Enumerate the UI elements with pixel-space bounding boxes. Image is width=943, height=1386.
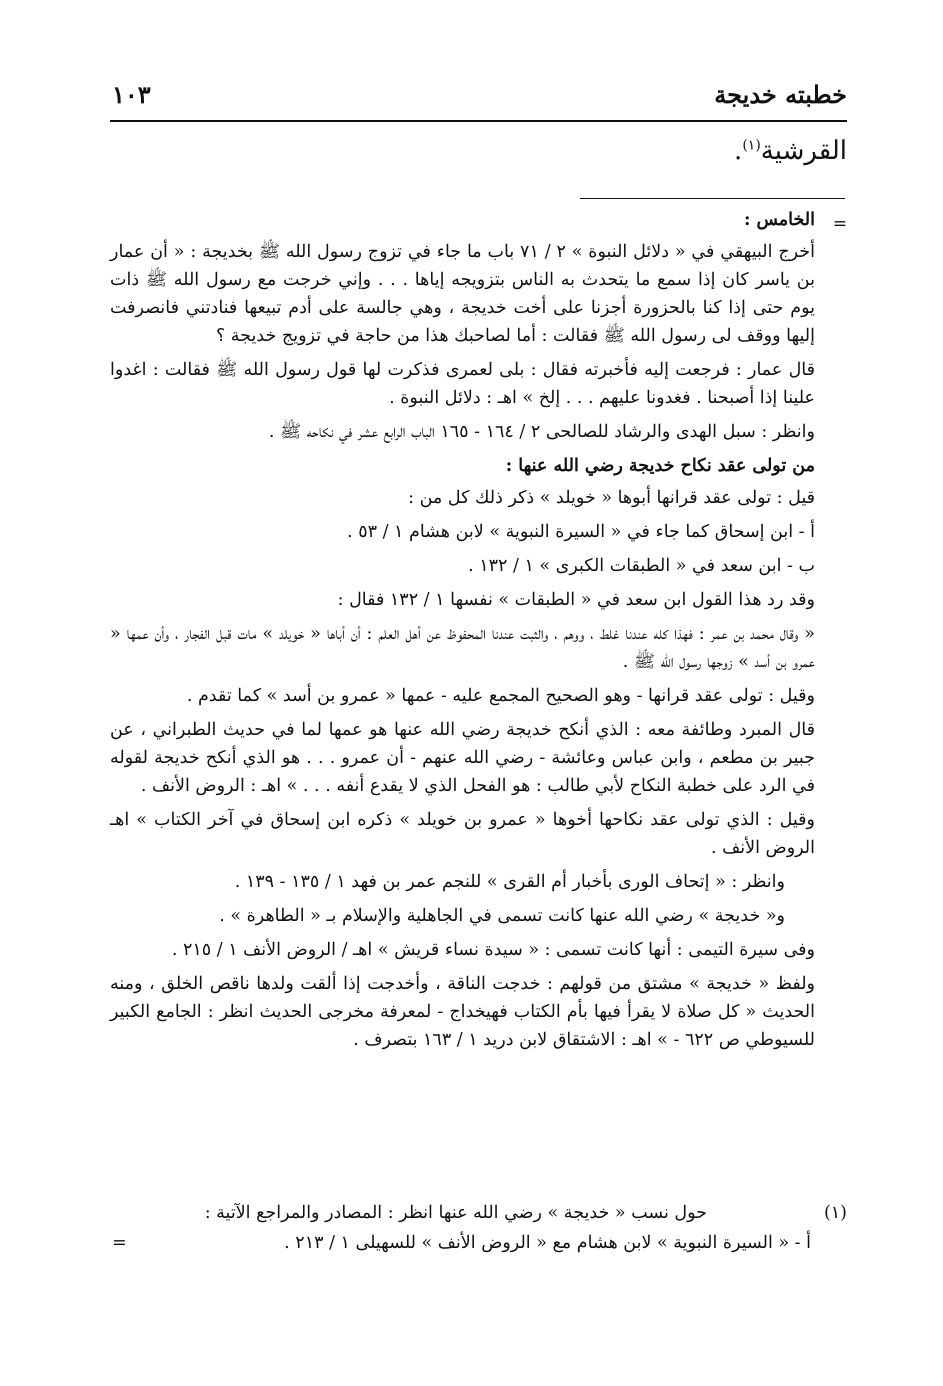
paragraph: وفى سيرة التيمى : أنها كانت تسمى : « سيدة نساء قريش » اهـ / الروض الأنف ١ / ٢١٥ . (171, 940, 815, 960)
section-heading: من تولى عقد نكاح خديجة رضي الله عنها : (505, 456, 815, 476)
rebuttal-intro: وقد رد هذا القول ابن سعد في « الطبقات » نفسها ١ / ١٣٢ فقال : (337, 590, 815, 610)
header-rule (110, 120, 847, 122)
footnote-continuation (110, 206, 815, 1060)
paragraph: وانظر : سبل الهدى والرشاد للصالحى ٢ / ١٦٤ - ١٦٥ الباب الرابع عشر في نكاحه ﷺ . (268, 422, 815, 442)
paragraph: وقيل : الذي تولى عقد نكاحها أخوها « عمرو بن خويلد » ذكره ابن إسحاق في آخر الكتاب » اهـ الروض الأنف . (110, 810, 815, 858)
page-number: ١٠٣ (112, 80, 151, 109)
main-end-mark: . (734, 136, 743, 166)
paragraph: قال عمار : فرجعت إليه فأخبرته فقال : بلى لعمرى فذكرت لها قول رسول الله ﷺ فقالت : اغدوا علينا إذا أصبحنا . فغدونا عليهم . . . إلخ » اهـ : دلائل النبوة . (110, 360, 815, 408)
main-text (734, 136, 847, 166)
reference-line: وانظر : « إتحاف الورى بأخبار أم القرى » للنجم عمر بن فهد ١ / ١٣٥ - ١٣٩ . (234, 872, 785, 892)
paragraph: ولفظ « خديجة » مشتق من قولهم : خدجت الناقة ، وأخدجت إذا ألقت ولدها ناقص الخلق ، ومنه الحديث « كل صلاة لا يقرأ فيها بأم الكتاب فهيخداج - لمعرفة مخرجى الحديث انظر : الجامع الكبير للسيوطي ص ٦٢٢ - » اهـ : الاشتقاق لابن دريد ١ / ١٦٣ بتصرف . (110, 974, 815, 1050)
section-title-khamis: الخامس : (743, 210, 815, 230)
running-header-title: خطبته خديجة (714, 80, 847, 109)
paragraph: أخرج البيهقي في « دلائل النبوة » ٢ / ٧١ باب ما جاء في تزوج رسول الله ﷺ بخديجة : « أن عمار بن ياسر كان إذا سمع ما يتحدث به الناس بتزويجه إياها . . . وإني خرجت مع رسول الله ﷺ ذات يوم حتى إذا كنا بالحزورة أجزنا على أخت خديجة ، وهي جالسة على أدم تبيعها فنادتني فانصرفت إليها ووقف لى رسول الله ﷺ فقالت : أما لصاحبك هذا من حاجة في تزويج خديجة ؟ (110, 242, 815, 346)
footnote-line: حول نسب « خديجة » رضي الله عنها انظر : المصادر والمراجع الآتية : (204, 1203, 707, 1223)
footnote-reference: (١) (742, 137, 761, 154)
continuation-marker-start: = (832, 214, 847, 234)
section-intro: قيل : تولى عقد قرانها أبوها « خويلد » ذكر ذلك كل من : (408, 488, 815, 508)
paragraph: وقيل : تولى عقد قرانها - وهو الصحيح المجمع عليه - عمها « عمرو بن أسد » كما تقدم . (186, 686, 815, 706)
paragraph: « وقال محمد بن عمر : فهذا كله عندنا غلط ، ووهم ، والثبت عندنا المحفوظ عن أهل العلم : أن أباها « خويلد » مات قبل الفجار ، وأن عمها « عمرو بن أسد » زوجها رسول الله ﷺ . (110, 624, 815, 672)
paragraph: قال المبرد وطائفة معه : الذي أنكح خديجة رضي الله عنها هو عمها لما في حديث الطبراني ، عن جبير بن مطعم ، وابن عباس وعائشة - رضي الله عنهم - أن عمرو . . . هو الذي أنكح خديجة لقوله في الرد على خطبة النكاح لأبي طالب : هو الفحل الذي لا يقدع أنفه . . . » اهـ : الروض الأنف . (110, 720, 815, 796)
list-item: أ - ابن إسحاق كما جاء في « السيرة النبوية » لابن هشام ١ / ٥٣ . (347, 522, 815, 542)
list-item: ب - ابن سعد في « الطبقات الكبرى » ١ / ١٣٢ . (468, 556, 815, 576)
reference-line: و« خديجة » رضي الله عنها كانت تسمى في الجاهلية والإسلام بـ « الطاهرة » . (219, 906, 785, 926)
continuation-marker-end: = (112, 1233, 127, 1253)
footnote-line: أ - « السيرة النبوية » لابن هشام مع « الروض الأنف » للسهيلى ١ / ٢١٣ . (284, 1233, 811, 1253)
footnote-separator (580, 198, 845, 199)
footnote-number: (١) (823, 1203, 847, 1223)
main-word: القرشية (760, 136, 847, 166)
